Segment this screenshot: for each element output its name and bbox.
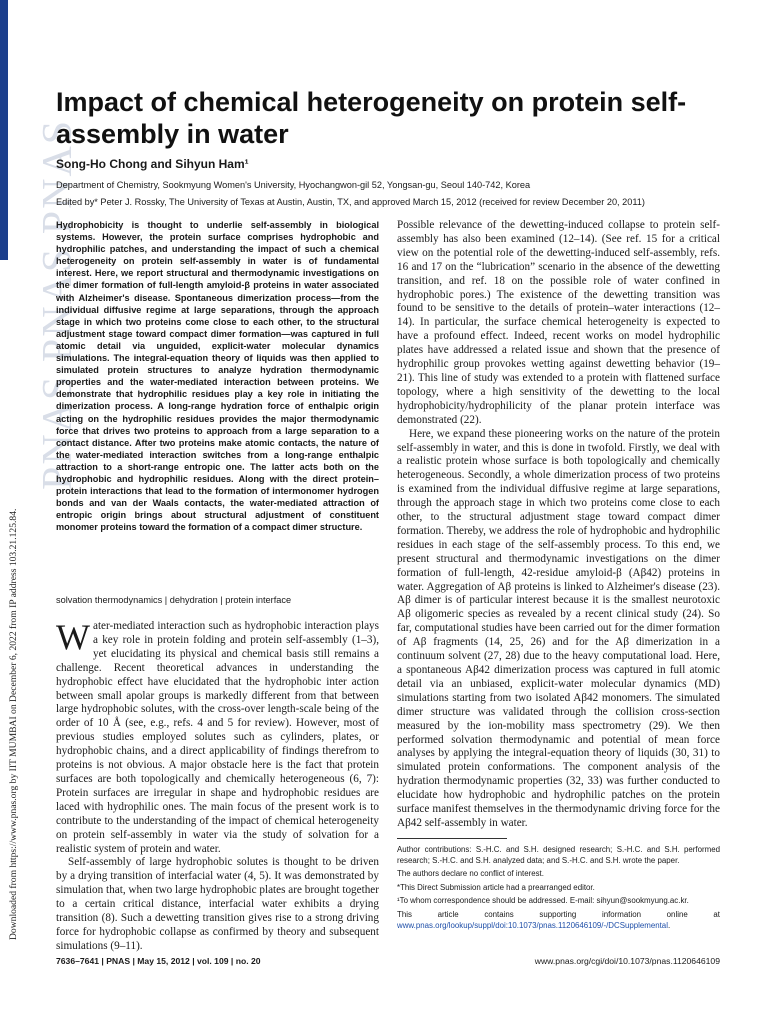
- download-note: Downloaded from https://www.pnas.org by IIT MUMBAI on December 6, 2022 from IP address 103.21.125.84.: [8, 508, 19, 940]
- journal-color-bar: [0, 0, 8, 260]
- affiliation: Department of Chemistry, Sookmyung Women's University, Hyochangwon-gil 52, Yongsan-gu, Seoul 140-742, Korea: [56, 180, 531, 190]
- supporting-suffix: .: [667, 920, 671, 930]
- footnote-conflict: The authors declare no conflict of interest.: [397, 869, 544, 879]
- intro-paragraph-2: Self-assembly of large hydrophobic solutes is thought to be driven by a drying transition of interfacial water (4, 5). It was demonstrated by simulation that, when two large hydrophobic plates are brought together to a certain critical distance, interfacial water exhibits a drying transition (8). Such a dewetting transition gives rise to a strong driving force for hydrophobic collapse as confirmed by theory and subsequent simulations (9–11).: [56, 856, 379, 952]
- page-footer-doi-link[interactable]: www.pnas.org/cgi/doi/10.1073/pnas.1120646109: [534, 956, 720, 966]
- journal-watermark: PNAS PNAS PNAS: [35, 118, 81, 490]
- right-paragraph-2: Here, we expand these pioneering works on the nature of the protein self-assembly in water, and this is done in twofold. Firstly, we deal with a realistic protein whose surface is both topologically and chemically heterogeneous. Secondly, a whole dimerization process of two proteins is examined from the individual diffusive regime at large separations, through the approach stage in which two proteins come close to each other, to the structural adjustment stage toward compact dimer formation. Thereby, we address the role of hydrophobic and hydrophilic residues in each stage of the self-assembly process. To this end, we present structural and thermodynamic investigations on the dimer formation of full-length, 42-residue amyloid-β (Aβ42) proteins in water. Aggregation of Aβ proteins is linked to Alzheimer's disease (23). Aβ dimer is of particular interest because it is the smallest neurotoxic Aβ oligomeric species as revealed by a recent clinical study (24). So far, computational studies have been carried out for the dimer formation of Aβ fragments (14, 25, 26) and for the Aβ dimerization in a continuum solvent (27, 28) due to the heavy computational load. Here, a spontaneous Aβ42 dimerization process was captured in full atomic detail via an unbiased, explicit-water molecular dynamics (MD) simulations starting from two isolated Aβ42 monomers. The simulated dimer structure was validated through the collision cross-section measured by the ion-mobility mass spectrometry (29). We then performed solvation thermodynamic and potential of mean force analyses by applying the integral-equation theory of liquids (30, 31) to simulated protein conformations. The component analysis of the hydration thermodynamic properties (32, 33) was further conducted to elucidate how hydrophobic and hydrophilic patches on the protein surface manifest themselves in the thermodynamic driving force for the Aβ42 self-assembly in water.: [397, 427, 720, 829]
- footnote-correspondence: ¹To whom correspondence should be addressed. E-mail: sihyun@sookmyung.ac.kr.: [397, 896, 689, 906]
- footnote-rule: [397, 838, 507, 839]
- page-footer-citation: 7636–7641 | PNAS | May 15, 2012 | vol. 109 | no. 20: [56, 956, 261, 966]
- keywords: solvation thermodynamics | dehydration | protein interface: [56, 595, 292, 605]
- supporting-info-link[interactable]: www.pnas.org/lookup/suppl/doi:10.1073/pnas.1120646109/-/DCSupplemental: [397, 920, 668, 930]
- intro-paragraph-1: [56, 617, 379, 856]
- footnote-contributions: Author contributions: S.-H.C. and S.H. designed research; S.-H.C. and S.H. performed research; S.-H.C. and S.H. analyzed data; and S.-H.C. and S.H. wrote the paper.: [397, 845, 720, 865]
- intro-paragraph-1-text: ater-mediated interaction such as hydrophobic interaction plays a key role in protein folding and protein self-assembly (1–3), yet elucidating its physical and chemical basis still remains a challenge. Recent theoretical advances in understanding the hydrophobic effect have elucidated that the hydrophobic inter action between small apolar groups is markedly different from that between large hydrophobic solutes, with the cross-over length-scale being of the order of 10 Å (see, e.g., refs. 4 and 5 for review). However, most of previous studies employed solutes such as cylinders, plates, or hydrophobic chains, and a direct applicability of findings therefrom to proteins is not obvious. A major obstacle here is the fact that protein surfaces are both topologically and chemically heterogeneous (6, 7): Protein surfaces are irregular in shape and hydrophobic residues are laced with hydrophilic ones. The main focus of the present work is to contribute to the understanding of the impact of chemical heterogeneity on protein self-assembly in water via the study of solvation for a realistic system of protein and water.: [56, 620, 379, 855]
- intro-column-left: [56, 617, 379, 954]
- intro-column-right: [397, 219, 720, 831]
- footnotes: [397, 845, 720, 934]
- drop-cap: W: [56, 617, 90, 657]
- footnote-supporting-info: [397, 910, 720, 931]
- supporting-prefix: This article contains supporting information online at: [397, 909, 720, 919]
- right-paragraph-1: Possible relevance of the dewetting-induced collapse to protein self-assembly has also been examined (12–14). (See ref. 15 for a critical view on the potential role of the dewetting-induced self-assembly, refs. 16 and 17 on the “lubrication” scenario in the absence of the dewetting transition, and ref. 18 on the possible role of water confined in hydrophobic pores.) The existence of the dewetting transition was found to be sensitive to the details of protein–water interactions (12–14). In particular, the surface chemical heterogeneity is expected to have a profound effect. Indeed, recent works on model hydrophilic plates have addressed a related issue and shown that the presence of hydrophilic group provokes wetting against dewetting behavior (19–21). This line of study was extended to a protein with flattened surface topology, where a high sensitivity of the dewetting to the local hydrophobicity/hydrophilicity of the planar protein interface was demonstrated (22).: [397, 219, 720, 426]
- footnote-direct-submission: *This Direct Submission article had a prearranged editor.: [397, 882, 595, 892]
- article-title: Impact of chemical heterogeneity on protein self-assembly in water: [56, 87, 687, 149]
- edited-by: Edited by* Peter J. Rossky, The University of Texas at Austin, Austin, TX, and approved March 15, 2012 (received for review December 20, 2011): [56, 197, 645, 207]
- author-list: Song-Ho Chong and Sihyun Ham¹: [56, 157, 249, 171]
- abstract: Hydrophobicity is thought to underlie self-assembly in biological systems. However, the protein surface comprises hydrophobic and hydrophilic patches, and understanding the impact of such a chemical heterogeneity on protein self-assembly in water is of fundamental interest. Here, we report structural and thermodynamic investigations on the dimer formation of full-length amyloid-β proteins in water associated with Alzheimer's disease. Spontaneous dimerization process—from the individual diffusive regime at large separations, through the approach stage in which two proteins come close to each other, to the structural adjustment stage toward compact dimer formation—was captured in full atomic detail via unguided, explicit-water molecular dynamics simulations. The integral-equation theory of liquids was then applied to simulated protein structures to analyze hydration thermodynamic properties and the water-mediated interaction between proteins. We demonstrate that hydrophilic residues play a key role in initiating the dimerization process. A long-range hydration force of enthalpic origin acting on the hydrophilic residues provides the major thermodynamic force that drives two proteins to approach from a large separation to a contact distance. After two proteins make atomic contacts, the nature of the water-mediated interaction switches from a long-range enthalpic attraction to a short-range entropic one. The latter acts both on the hydrophobic and hydrophilic residues. Along with the direct protein–protein interactions that lead to the formation of intermonomer hydrogen bonds and van der Waals contacts, the water-mediated attraction of entropic origin brings about structural adjustment of constituent monomer proteins toward the formation of a compact dimer structure.: [56, 220, 379, 533]
